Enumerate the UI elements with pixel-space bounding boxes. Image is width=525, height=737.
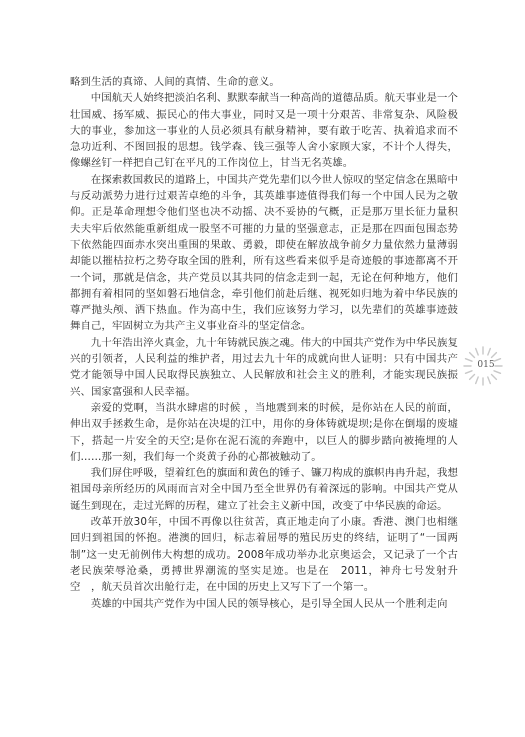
paragraph-7: 改革开放30年，中国不再像以往贫苦，真正地走向了小康。香港、澳门也相继回归到祖国的怀抱。港澳的回归，标志着屈辱的殖民历史的终结，证明了“一国两制”这一史无前例伟大构想的成功。2008年成功举办北京奥运会，又记录了一个古老民族荣辱沧桑，勇搏世界潮流的坚实足迹。也是在 2011，神舟七号发射升空 ，航天员首次出舱行走，在中国的历史上又写下了一个第一。	[70, 516, 458, 594]
paragraph-8: 英雄的中国共产党作为中国人民的领导核心，是引导全国人民从一个胜利走向	[90, 597, 448, 610]
text-page	[70, 74, 458, 612]
paragraph-4: 九十年浩出淬火真金，九十年铸就民族之魂。伟大的中国共产党作为中华民族复兴的引领者，人民利益的维护者，用过去九十年的成就向世人证明：只有中国共产党才能领导中国人民取得民族独立、人民解放和社会主义的胜利，才能实现民族振兴、国家富强和人民幸福。	[70, 336, 458, 398]
page-number: 015	[477, 360, 495, 370]
paragraph-3: 在探索救国救民的道路上，中国共产党先辈们以今世人惊叹的坚定信念在黑暗中与反动派势力进行过艰苦卓绝的斗争，其英雄事迹值得我们每一个中国人民为之敬仰。正是革命理想令他们坚也决不动摇、决不妥协的气概，正是那万里长征力量积夫夫牢后依然能重新组成一股坚不可摧的力量的坚强意志，正是那在四面包围态势下依然能四面赤水突出重围的果敢、勇毅，即使在解放战争前夕力量依然力量薄弱却能以摧枯拉朽之势夺取全国的胜利，所有这些看来似乎是奇迹般的事迹都离不开一个词，那就是信念，共产党员以其共同的信念走到一起，无论在何种地方，他们都拥有着相同的坚如磐石地信念，牵引他们前赴后继、视死如归地为着中华民族的尊严抛头颅、洒下热血。作为高中生，我们应该努力学习，以先辈们的英雄事迹鼓舞自己，牢固树立为共产主义事业奋斗的坚定信念。	[70, 173, 458, 333]
paragraph-1: 略到生活的真谛、人间的真情、生命的意义。	[70, 76, 280, 88]
paragraph-2: 中国航天人始终把淡泊名利、默默奉献当一种高尚的道德品质。航天事业是一个壮国威、扬军威、振民心的伟大事业，同时又是一项十分艰苦、非常复杂、风险极大的事业，参加这一事业的人员必须具有献身精神，要有敢于吃苦、执着追求而不急功近利、不图回报的思想。钱学森、钱三强等人舍小家顾大家，不计个人得失，像螺丝钉一样把自己钉在平凡的工作岗位上，甘当无名英雄。	[70, 92, 458, 170]
paragraph-6: 我们屏住呼吸，望着红色的旗面和黄色的锤子、镰刀构成的旗帜冉冉升起，我想祖国母亲所经历的风雨而言对全中国乃至全世界仍有着深远的影响。中国共产党从诞生到现在，走过光辉的历程，建立了社会主义新中国，改变了中华民族的命运。	[70, 467, 458, 512]
paragraph-5: 亲爱的党啊，当洪水肆虐的时候 ，当地震到来的时候，是你站在人民的前面，伸出双手拯救生命，是你站在决堤的江中，用你的身体铸就堤坝;是你在倒塌的废墟下，搭起一片安全的天空;是你在泥石流的奔跑中，以巨人的脚步踏向被掩埋的人们……那一刻，我们每一个炎黄子孙的心都被触动了。	[70, 401, 458, 463]
